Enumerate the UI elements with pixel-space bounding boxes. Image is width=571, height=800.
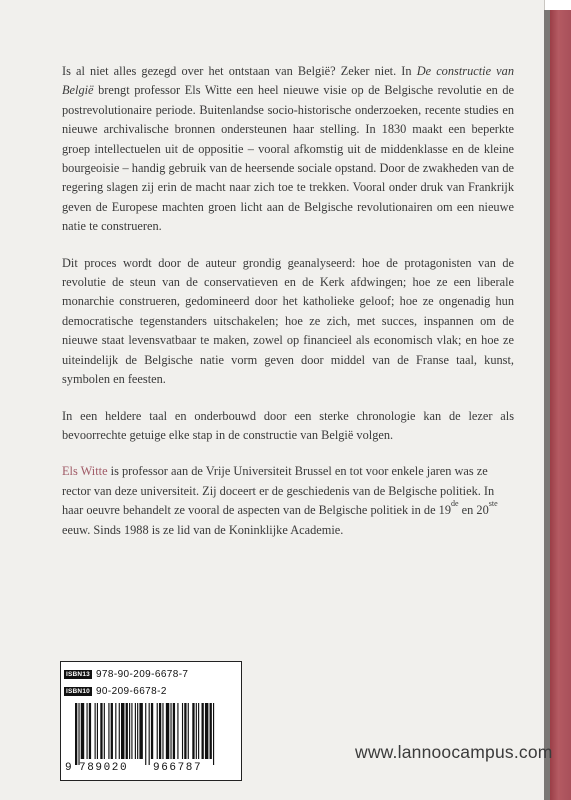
barcode-bar bbox=[89, 703, 91, 759]
barcode-bar bbox=[100, 703, 102, 759]
barcode-bar bbox=[137, 703, 138, 759]
barcode-bar bbox=[182, 703, 183, 759]
isbn13-row bbox=[64, 668, 236, 681]
barcode-bars bbox=[67, 703, 235, 765]
barcode-bar bbox=[162, 703, 163, 759]
barcode-bar bbox=[192, 703, 194, 759]
barcode-bar bbox=[159, 703, 161, 759]
barcode-bar bbox=[173, 703, 175, 759]
isbn13-value: 978-90-209-6678-7 bbox=[95, 669, 189, 680]
barcode-bar bbox=[111, 703, 113, 759]
author-name: Els Witte bbox=[62, 464, 108, 479]
publisher-website: www.lannoocampus.com bbox=[355, 742, 553, 762]
barcode-bar bbox=[119, 703, 120, 759]
intro-text-start: Is al niet alles gezegd over het ontstaan van België? Zeker niet. In bbox=[62, 64, 417, 78]
barcode-digits-left: 789020 bbox=[79, 762, 129, 774]
barcode-bar bbox=[149, 703, 150, 765]
paragraph-conclusion: In een heldere taal en onderbouwd door een sterke chronologie kan de lezer als bevoorrechte getuige elke stap in de constructie van België volgen. bbox=[62, 408, 514, 442]
barcode-bar bbox=[75, 703, 77, 765]
barcode-bar bbox=[145, 703, 146, 765]
barcode-bar bbox=[135, 703, 136, 759]
barcode-bar bbox=[97, 703, 98, 759]
barcode-bar bbox=[151, 703, 153, 759]
barcode-bar bbox=[78, 703, 79, 765]
barcode-bar bbox=[213, 703, 214, 765]
barcode-bar bbox=[184, 703, 186, 759]
barcode-bar bbox=[205, 703, 208, 759]
author-bio bbox=[62, 462, 514, 540]
barcode-bar bbox=[170, 703, 171, 759]
spine bbox=[550, 10, 571, 800]
barcode-bar bbox=[198, 703, 199, 759]
isbn10-row bbox=[64, 685, 236, 698]
isbn13-label: ISBN13 bbox=[66, 671, 90, 678]
barcode-bar bbox=[157, 703, 158, 759]
barcode-bar bbox=[196, 703, 197, 759]
barcode-digits-right: 966787 bbox=[153, 762, 203, 774]
barcode-bar bbox=[126, 703, 128, 759]
barcode-bar bbox=[131, 703, 132, 759]
barcode-bar bbox=[188, 703, 189, 759]
barcode-bar bbox=[121, 703, 124, 759]
barcode-bar bbox=[210, 703, 212, 759]
barcode-bar bbox=[202, 703, 204, 759]
paragraph-intro bbox=[62, 62, 514, 237]
paragraph-analysis: Dit proces wordt door de auteur grondig geanalyseerd: hoe de protagonisten van de revolutie de steun van de conservatieven en de Kerk afdwingen; hoe ze een liberale monarchie construeren, gedomineerd door het katholieke geloof; hoe ze ongenadig hun democratische tegenstanders uitschakelen; hoe ze zich, met succes, inspannen om de nieuwe staat levensvatbaar te maken, zowel op financieel als economisch vlak; en hoe ze uiteindelijk de Belgische natie vorm geven door middel van de Franse taal, kunst, symbolen en feesten. bbox=[62, 255, 514, 387]
intro-text-end: brengt professor Els Witte een heel nieuwe visie op de Belgische revolutie en de postrevolutionaire periode. Buitenlandse socio-historische onderzoeken, recente studies en nieuwe archivalische bronnen ondersteunen haar stelling. In 1830 maakt een beperkte groep intellectuelen uit de oppositie – vooral afkomstig uit de middenklasse en de kleine bourgeoisie – handig gebruik van de heersende sociale opstand. Door de zwakheden van de regering slagen zij erin de macht naar zich toe te trekken. Vooral onder druk van Frankrijk geven de Europese machten groen licht aan de Belgische revolutionairen om een nieuwe natie te construeren. bbox=[62, 83, 514, 234]
barcode-bar bbox=[115, 703, 116, 759]
barcode-bar bbox=[166, 703, 169, 759]
barcode-digit-first: 9 bbox=[65, 762, 72, 774]
barcode-panel bbox=[60, 661, 242, 781]
blurb bbox=[62, 62, 514, 557]
book-title: De constructie van België bbox=[62, 64, 514, 98]
barcode-bar bbox=[108, 703, 109, 759]
ordinal-suffix-20: ste bbox=[488, 499, 498, 509]
barcode-bar bbox=[139, 703, 142, 759]
barcode-bar bbox=[104, 703, 105, 759]
isbn10-label: ISBN10 bbox=[66, 688, 90, 695]
ordinal-suffix-19: de bbox=[451, 499, 459, 509]
barcode-bar bbox=[81, 703, 84, 759]
barcode-bar bbox=[95, 703, 96, 759]
barcode-bar bbox=[177, 703, 178, 759]
barcode-bar bbox=[129, 703, 130, 759]
barcode-bar bbox=[87, 703, 88, 759]
bio-text-1: is professor aan de Vrije Universiteit Brussel en tot voor enkele jaren was ze rector van deze universiteit. Zij doceert er de geschiedenis van de Belgische politiek. In haar oeuvre behandelt ze vooral de aspecten van de Belgische politiek in de 19 bbox=[62, 464, 495, 518]
bio-text-2: en 20 bbox=[458, 503, 489, 518]
bio-text-3: eeuw. Sinds 1988 is ze lid van de Koninklijke Academie. bbox=[62, 522, 344, 537]
isbn10-value: 90-209-6678-2 bbox=[95, 686, 167, 697]
